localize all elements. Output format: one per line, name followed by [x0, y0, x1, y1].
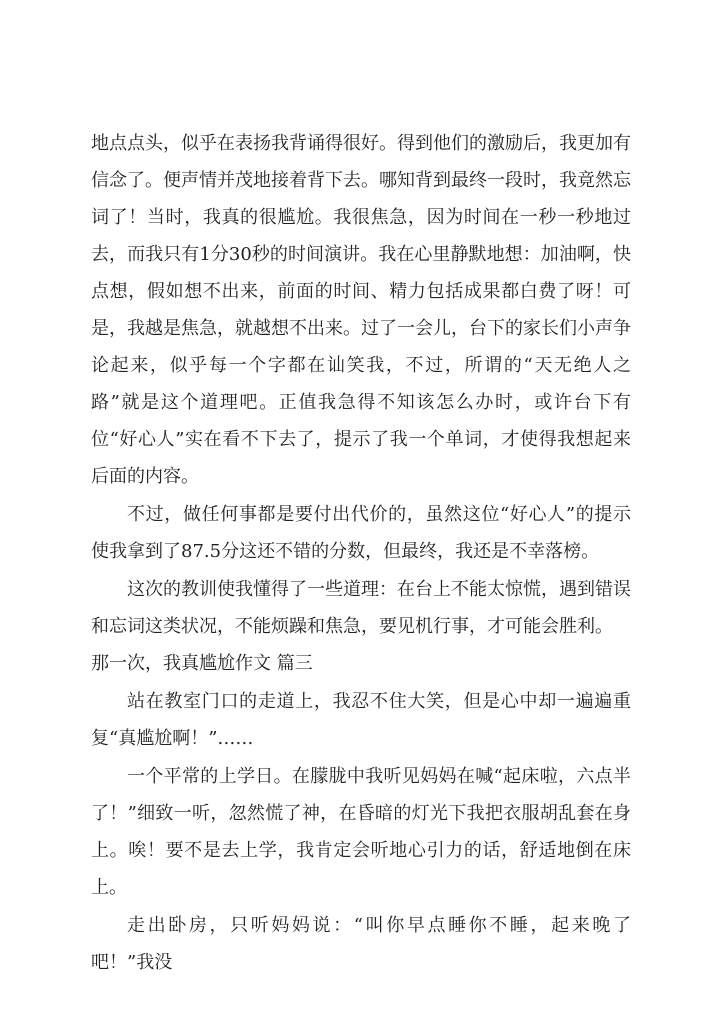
paragraph-1: 地点点头，似乎在表扬我背诵得很好。得到他们的激励后，我更加有信念了。便声情并茂地接着背下去。哪知背到最终一段时，我竟然忘词了！当时，我真的很尴尬。我很焦急，因为时间在一秒一秒地过去，而我只有1分30秒的时间演讲。我在心里静默地想：加油啊，快点想，假如想不出来，前面的时间、精力包括成果都白费了呀！可是，我越是焦急，就越想不出来。过了一会儿，台下的家长们小声争论起来，似乎每一个字都在讪笑我，不过，所谓的“天无绝人之路”就是这个道理吧。正值我急得不知该怎么办时，或许台下有位“好心人”实在看不下去了，提示了我一个单词，才使得我想起来后面的内容。: [91, 133, 631, 487]
paragraph-3: 这次的教训使我懂得了一些道理：在台上不能太惊慌，遇到错误和忘词这类状况，不能烦躁和焦急，要见机行事，才可能会胜利。: [91, 579, 631, 637]
section-heading: 那一次，我真尴尬作文 篇三: [91, 653, 313, 674]
paragraph-5: 一个平常的上学日。在朦胧中我听见妈妈在喊“起床啦，六点半了！”细致一听，忽然慌了神，在昏暗的灯光下我把衣服胡乱套在身上。唉！要不是去上学，我肯定会听地心引力的话，舒适地倒在床上。: [91, 766, 631, 898]
paragraph-2: 不过，做任何事都是要付出代价的，虽然这位“好心人”的提示使我拿到了87.5分这还不错的分数，但最终，我还是不幸落榜。: [91, 504, 631, 562]
document-body: [91, 125, 631, 981]
paragraph-4: 站在教室门口的走道上，我忍不住大笑，但是心中却一遍遍重复“真尴尬啊！”……: [91, 691, 631, 749]
paragraph-6: 走出卧房，只听妈妈说：“叫你早点睡你不睡，起来晚了吧！”我没: [91, 915, 631, 973]
